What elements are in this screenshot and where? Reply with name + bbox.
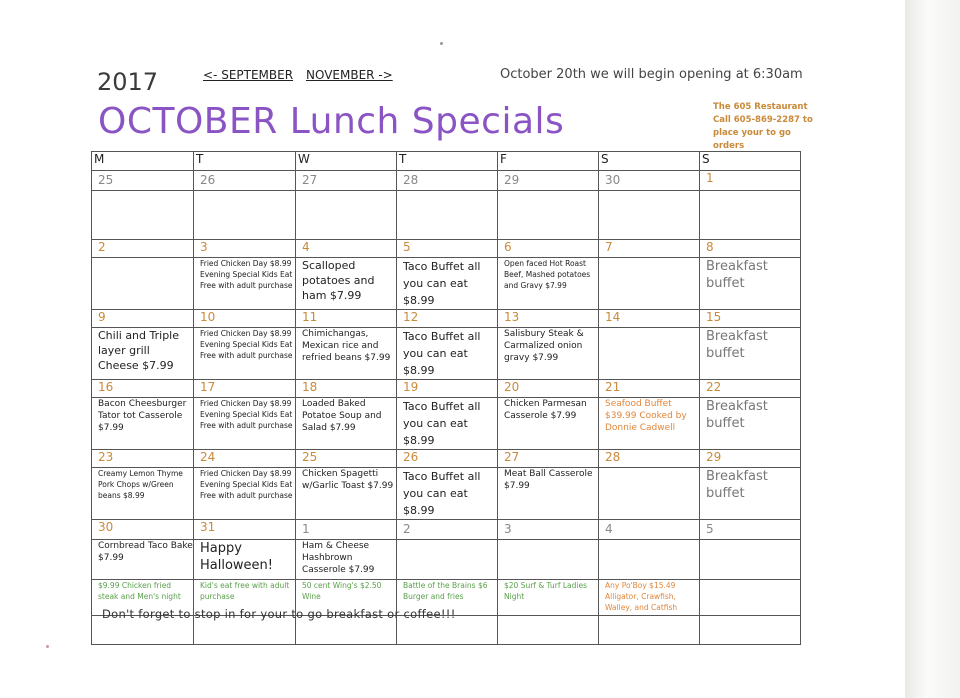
special-cell (296, 191, 397, 240)
weekly-special: $20 Surf & Turf Ladies Night (498, 580, 599, 616)
special-cell (194, 191, 296, 240)
date-number: 8 (700, 240, 801, 258)
special-cell (599, 258, 700, 310)
scan-speck (440, 42, 443, 45)
restaurant-contact: The 605 Restaurant Call 605-869-2287 to place your to go orders (713, 102, 813, 151)
prev-month-link[interactable]: <- SEPTEMBER (203, 68, 294, 82)
scan-edge (905, 0, 960, 698)
date-number: 24 (194, 450, 296, 468)
next-month-link[interactable]: NOVEMBER -> (306, 68, 393, 82)
date-number: 12 (397, 310, 498, 328)
date-number: 2 (92, 240, 194, 258)
special-cell (498, 191, 599, 240)
date-number: 29 (498, 171, 599, 191)
special-cell: Chimichangas, Mexican rice and refried beans $7.99 (296, 328, 397, 380)
special-cell (498, 540, 599, 580)
special-row (92, 191, 801, 240)
date-number: 3 (498, 520, 599, 540)
date-number: 18 (296, 380, 397, 398)
date-number: 7 (599, 240, 700, 258)
date-number: 20 (498, 380, 599, 398)
special-row (92, 398, 801, 450)
special-cell: Seafood Buffet $39.99 Cooked by Donnie Cadwell (599, 398, 700, 450)
special-cell: Ham & Cheese Hashbrown Casserole $7.99 (296, 540, 397, 580)
date-row (92, 240, 801, 258)
calendar-grid (91, 151, 801, 645)
date-row (92, 520, 801, 540)
special-cell (92, 258, 194, 310)
weekly-special: Kid's eat free with adult purchase (194, 580, 296, 616)
date-number: 31 (194, 520, 296, 540)
special-cell: Creamy Lemon Thyme Pork Chops w/Green beans $8.99 (92, 468, 194, 520)
weekday-header: W (296, 152, 397, 171)
special-cell (397, 540, 498, 580)
special-cell: Bacon Cheesburger Tator tot Casserole $7.99 (92, 398, 194, 450)
weekly-special: Any Po'Boy $15.49 Alligator, Crawfish, Walley, and Catfish (599, 580, 700, 616)
special-cell: Open faced Hot Roast Beef, Mashed potatoes and Gravy $7.99 (498, 258, 599, 310)
blank-cell (498, 616, 599, 645)
date-number: 6 (498, 240, 599, 258)
special-cell: Meat Ball Casserole $7.99 (498, 468, 599, 520)
date-number: 19 (397, 380, 498, 398)
date-row (92, 171, 801, 191)
date-number: 11 (296, 310, 397, 328)
special-row (92, 540, 801, 580)
special-row (92, 258, 801, 310)
date-number: 27 (498, 450, 599, 468)
date-number: 3 (194, 240, 296, 258)
special-cell: Breakfast buffet (700, 258, 801, 310)
special-cell (92, 191, 194, 240)
special-cell: Fried Chicken Day $8.99 Evening Special Kids Eat Free with adult purchase (194, 258, 296, 310)
date-number: 5 (700, 520, 801, 540)
weekly-special (700, 580, 801, 616)
special-cell: Chili and Triple layer grill Cheese $7.99 (92, 328, 194, 380)
weekday-header-row (92, 152, 801, 171)
special-cell: Fried Chicken Day $8.99 Evening Special Kids Eat Free with adult purchase (194, 328, 296, 380)
date-number: 21 (599, 380, 700, 398)
date-number: 28 (397, 171, 498, 191)
weekday-header: M (92, 152, 194, 171)
special-cell (599, 328, 700, 380)
date-number: 13 (498, 310, 599, 328)
special-cell: Taco Buffet all you can eat $8.99 (397, 468, 498, 520)
special-cell (700, 540, 801, 580)
date-number: 28 (599, 450, 700, 468)
year-label: 2017 (97, 68, 159, 96)
date-number: 23 (92, 450, 194, 468)
weekly-special: Battle of the Brains $6 Burger and fries (397, 580, 498, 616)
special-cell: Chicken Spagetti w/Garlic Toast $7.99 (296, 468, 397, 520)
special-cell: Breakfast buffet (700, 468, 801, 520)
date-row (92, 450, 801, 468)
blank-cell (700, 616, 801, 645)
special-cell (599, 191, 700, 240)
special-cell: Breakfast buffet (700, 328, 801, 380)
special-row (92, 468, 801, 520)
special-cell: Scalloped potatoes and ham $7.99 (296, 258, 397, 310)
weekly-special: 50 cent Wing's $2.50 Wine (296, 580, 397, 616)
date-number: 1 (700, 171, 801, 191)
weekday-header: S (700, 152, 801, 171)
date-number: 25 (296, 450, 397, 468)
date-number: 30 (92, 520, 194, 540)
special-cell (397, 191, 498, 240)
special-cell: Chicken Parmesan Casserole $7.99 (498, 398, 599, 450)
date-number: 17 (194, 380, 296, 398)
special-cell: Taco Buffet all you can eat $8.99 (397, 258, 498, 310)
special-cell: Taco Buffet all you can eat $8.99 (397, 398, 498, 450)
special-cell: Fried Chicken Day $8.99 Evening Special Kids Eat Free with adult purchase (194, 398, 296, 450)
date-number: 22 (700, 380, 801, 398)
date-number: 14 (599, 310, 700, 328)
weekday-header: S (599, 152, 700, 171)
date-number: 27 (296, 171, 397, 191)
opening-note: October 20th we will begin opening at 6:30am (500, 67, 803, 82)
footer-message: Don't forget to stop in for your to go breakfast or coffee!!! (102, 607, 456, 621)
special-cell (599, 540, 700, 580)
special-row (92, 328, 801, 380)
date-number: 2 (397, 520, 498, 540)
date-row (92, 380, 801, 398)
date-number: 9 (92, 310, 194, 328)
date-number: 16 (92, 380, 194, 398)
special-cell: Breakfast buffet (700, 398, 801, 450)
date-number: 29 (700, 450, 801, 468)
page-title: OCTOBER Lunch Specials (98, 101, 565, 142)
date-number: 10 (194, 310, 296, 328)
special-cell: Taco Buffet all you can eat $8.99 (397, 328, 498, 380)
special-cell: Cornbread Taco Bake $7.99 (92, 540, 194, 580)
special-cell: Loaded Baked Potatoe Soup and Salad $7.99 (296, 398, 397, 450)
date-number: 4 (296, 240, 397, 258)
weekday-header: F (498, 152, 599, 171)
special-cell (700, 191, 801, 240)
weekday-header: T (397, 152, 498, 171)
date-row (92, 310, 801, 328)
date-number: 1 (296, 520, 397, 540)
weekday-header: T (194, 152, 296, 171)
special-cell (599, 468, 700, 520)
date-number: 26 (194, 171, 296, 191)
date-number: 30 (599, 171, 700, 191)
date-number: 26 (397, 450, 498, 468)
date-number: 25 (92, 171, 194, 191)
date-number: 15 (700, 310, 801, 328)
special-cell: Salisbury Steak & Carmalized onion gravy $7.99 (498, 328, 599, 380)
weekly-special: $9.99 Chicken fried steak and Men's night (92, 580, 194, 616)
special-cell: Fried Chicken Day $8.99 Evening Special Kids Eat Free with adult purchase (194, 468, 296, 520)
date-number: 5 (397, 240, 498, 258)
special-cell: Happy Halloween! (194, 540, 296, 580)
date-number: 4 (599, 520, 700, 540)
scan-speck (46, 645, 49, 648)
blank-cell (599, 616, 700, 645)
